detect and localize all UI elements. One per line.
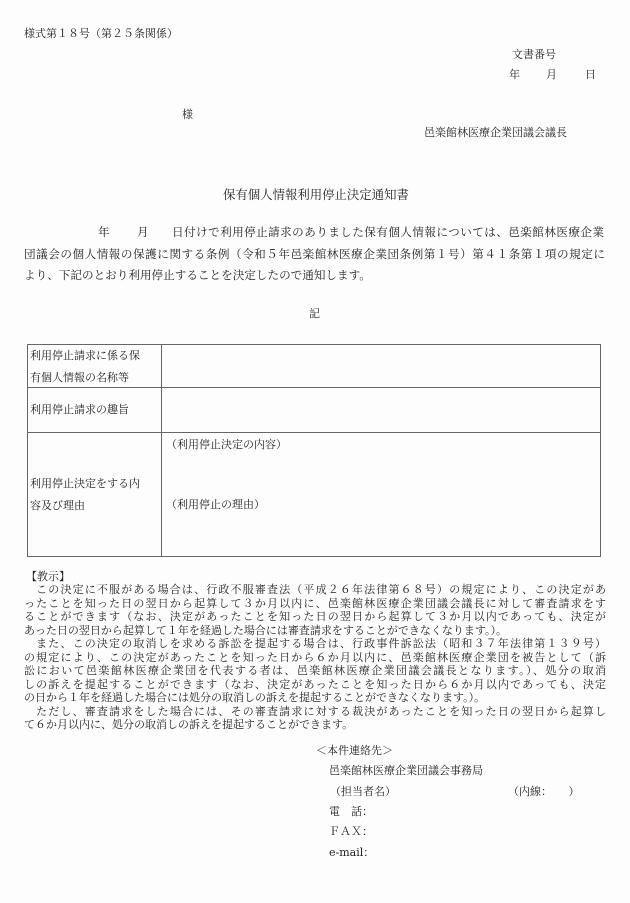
instruction-line: ったことを知った日の翌日から起算して３か月以内に、邑楽館林医療企業団議会議長に対して審査請求をす — [24, 596, 606, 610]
table-row-2-label: 利用停止請求の趣旨 — [30, 403, 129, 416]
instruction-line: この決定に不服がある場合は、行政不服審査法（平成２６年法律第６８号）の規定により、この決定があ — [24, 583, 606, 596]
document-title: 保有個人情報利用停止決定通知書 — [223, 187, 409, 202]
instruction-heading: 【教示】 — [26, 570, 70, 583]
sender-name: 邑楽館林医療企業団議会議長 — [424, 126, 567, 139]
decision-content-label: （利用停止決定の内容） — [166, 438, 287, 451]
table-row-1-label — [30, 345, 140, 389]
instruction-line: ただし、審査請求をした場合には、その審査請求に対する裁決があったことを知った日の翌日から起算し — [24, 704, 606, 718]
decision-reason-label: （利用停止の理由） — [166, 498, 265, 511]
instruction-line: の日から１年を経過した場合には処分の取消しの訴えを提起することができなくなります。）。 — [24, 691, 486, 704]
date-month-label: 月 — [546, 68, 557, 81]
contact-person-label: （担当者名） — [330, 785, 396, 798]
decision-table — [27, 344, 601, 557]
instruction-line: て６か月以内に、処分の取消しの訴えを提起することができます。 — [24, 718, 354, 731]
instruction-line: ることができます（なお、決定があったことを知った日の翌日から起算して３か月以内であっても、決定が — [24, 610, 606, 623]
label-line: 容及び理由 — [30, 499, 85, 512]
instruction-line: しの訴えを提起することができます（なお、決定があったことを知った日から６か月以内であっても、決定 — [24, 677, 606, 691]
date-day-label: 日 — [585, 68, 596, 81]
intro-line-3: より、下記のとおり利用停止することを決定したので通知します。 — [24, 268, 371, 282]
form-number: 様式第１８号（第２５条関係） — [24, 27, 178, 40]
addressee-suffix: 様 — [182, 108, 193, 121]
contact-phone-label: 電 話： — [329, 805, 373, 818]
label-line: 利用停止決定をする内 — [30, 477, 140, 490]
contact-extension-label: （内線： ） — [508, 785, 580, 798]
label-line: 有個人情報の名称等 — [30, 371, 129, 384]
table-row-1-value[interactable] — [162, 345, 600, 387]
intro-line-2: 団議会の個人情報の保護に関する条例（令和５年邑楽館林医療企業団条例第１号）第４１条第１項の規定に — [24, 247, 605, 261]
table-row-divider — [28, 432, 600, 433]
document-number-label: 文書番号 — [512, 48, 556, 61]
date-year-label: 年 — [509, 68, 520, 81]
contact-office: 邑楽館林医療企業団議会事務局 — [329, 764, 483, 777]
label-line: 利用停止請求に係る保 — [30, 349, 140, 362]
contact-fax-label: ＦＡＸ： — [329, 825, 373, 838]
intro-line-1: 日付けで利用停止請求のありました保有個人情報については、邑楽館林医療企業 — [172, 225, 604, 239]
instruction-line: あった日の翌日から起算して１年を経過した場合には審査請求をすることができなくなります。）。 — [24, 623, 508, 637]
ki-heading: 記 — [309, 307, 320, 320]
contact-email-label: e-mail： — [329, 846, 375, 859]
instruction-line: の規定により、この決定があったことを知った日から６か月以内に、邑楽館林医療企業団を被告として（訴 — [24, 650, 606, 664]
intro-year: 年 — [98, 225, 110, 239]
instruction-line: また、この決定の取消しを求める訴訟を提起する場合は、行政事件訴訟法（昭和３７年法律第１３９号） — [24, 637, 606, 650]
intro-month: 月 — [137, 225, 149, 239]
table-row-2-value[interactable] — [162, 388, 600, 432]
table-row-3-label — [30, 473, 140, 517]
instruction-line: 訟において邑楽館林医療企業団を代表する者は、邑楽館林医療企業団議会議長となります。）、処分の取消 — [24, 664, 606, 677]
contact-heading: ＜本件連絡先＞ — [316, 744, 393, 757]
